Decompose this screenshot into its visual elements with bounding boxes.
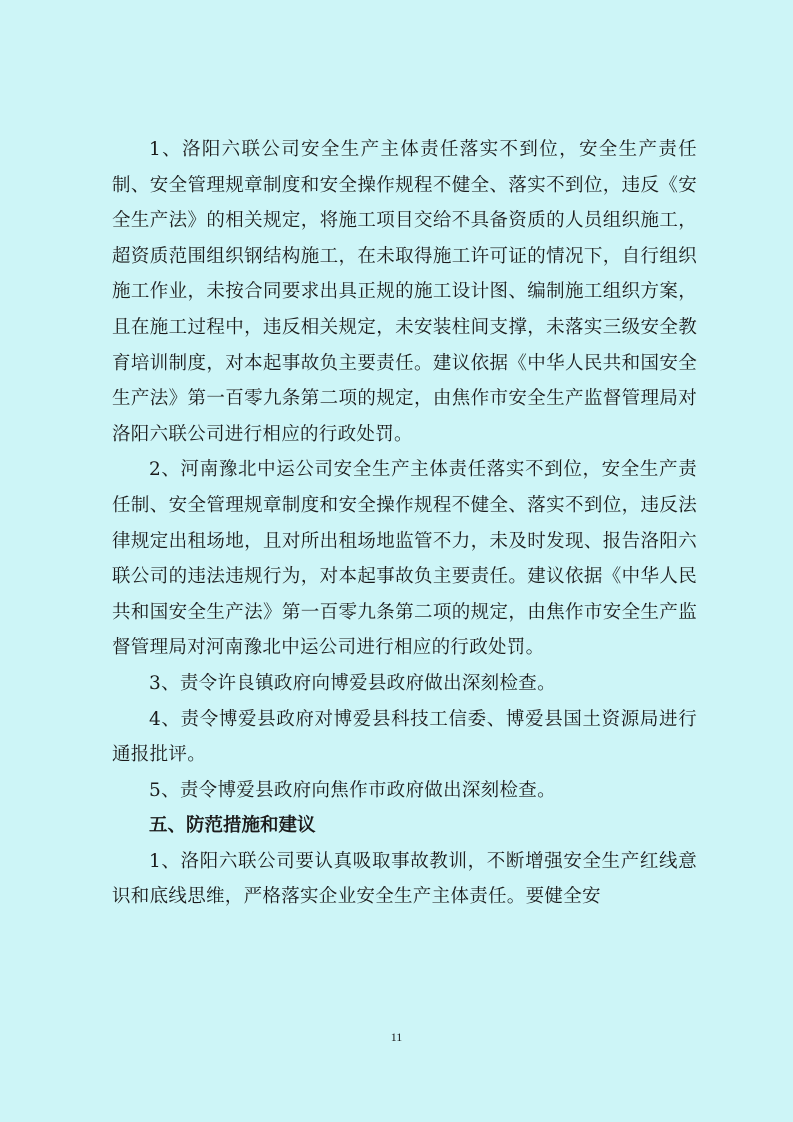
document-body (112, 132, 697, 915)
paragraph-2: 2、河南豫北中运公司安全生产主体责任落实不到位，安全生产责任制、安全管理规章制度和安全操作规程不健全、落实不到位，违反法律规定出租场地，且对所出租场地监管不力，未及时发现、报告洛阳六联公司的违法违规行为，对本起事故负主要责任。建议依据《中华人民共和国安全生产法》第一百零九条第二项的规定，由焦作市安全生产监督管理局对河南豫北中运公司进行相应的行政处罚。 (112, 459, 697, 659)
paragraph-1: 1、洛阳六联公司安全生产主体责任落实不到位，安全生产责任制、安全管理规章制度和安全操作规程不健全、落实不到位，违反《安全生产法》的相关规定，将施工项目交给不具备资质的人员组织施工，超资质范围组织钢结构施工，在未取得施工许可证的情况下，自行组织施工作业，未按合同要求出具正规的施工设计图、编制施工组织方案，且在施工过程中，违反相关规定，未安装柱间支撑，未落实三级安全教育培训制度，对本起事故负主要责任。建议依据《中华人民共和国安全生产法》第一百零九条第二项的规定，由焦作市安全生产监督管理局对洛阳六联公司进行相应的行政处罚。 (112, 139, 697, 445)
paragraph-4: 4、责令博爱县政府对博爱县科技工信委、博爱县国土资源局进行通报批评。 (112, 708, 697, 766)
page-number: 11 (390, 1030, 403, 1044)
paragraph-5: 5、责令博爱县政府向焦作市政府做出深刻检查。 (149, 779, 556, 801)
paragraph-3: 3、责令许良镇政府向博爱县政府做出深刻检查。 (149, 672, 556, 694)
section-heading: 五、防范措施和建议 (149, 815, 316, 837)
paragraph-6: 1、洛阳六联公司要认真吸取事故教训，不断增强安全生产红线意识和底线思维，严格落实企业安全生产主体责任。要健全安 (112, 850, 697, 908)
